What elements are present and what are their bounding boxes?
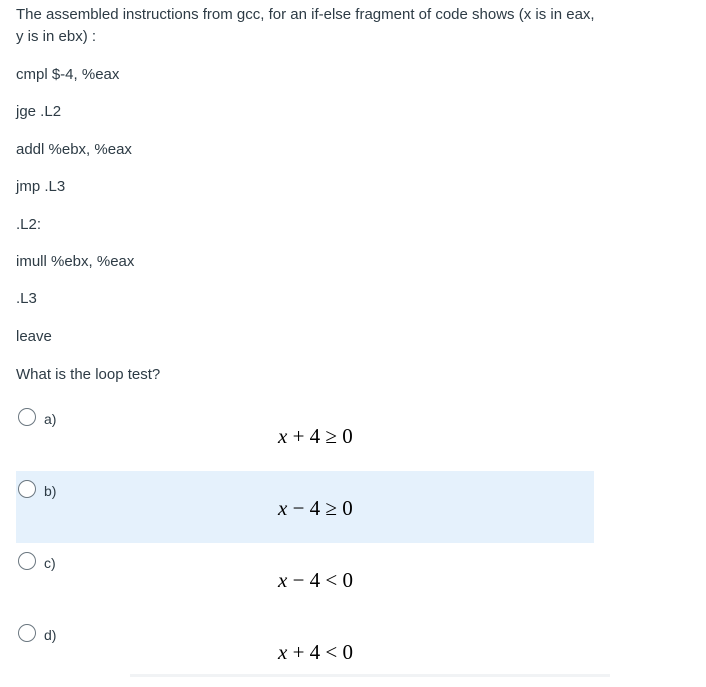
answer-expression-b <box>278 496 353 520</box>
radio-button-c[interactable] <box>18 552 36 570</box>
answer-list <box>16 399 594 687</box>
answer-rhs-c: − 4 < 0 <box>287 568 354 592</box>
code-line-1: cmpl $-4, %eax <box>16 66 120 83</box>
answer-label-a: a) <box>44 411 57 427</box>
answer-option-b[interactable] <box>16 471 594 543</box>
code-line-3: addl %ebx, %eax <box>16 141 132 158</box>
answer-label-b: b) <box>44 483 57 499</box>
code-line-2: jge .L2 <box>16 103 62 120</box>
code-line-7: .L3 <box>16 290 37 307</box>
answer-rhs-d: + 4 < 0 <box>287 640 354 664</box>
code-line-6: imull %ebx, %eax <box>16 253 135 270</box>
answer-variable-a: x <box>278 424 288 448</box>
answer-option-a[interactable] <box>16 399 594 471</box>
code-line-4: jmp .L3 <box>16 178 66 195</box>
answer-option-c[interactable] <box>16 543 594 615</box>
radio-button-a[interactable] <box>18 408 36 426</box>
answer-label-c: c) <box>44 555 56 571</box>
answer-expression-d <box>278 640 353 664</box>
question-intro: The assembled instructions from gcc, for an if-else fragment of code shows (x is in eax, y is in ebx) : <box>16 6 595 45</box>
code-line-5: .L2: <box>16 216 42 233</box>
answer-label-d: d) <box>44 627 57 643</box>
answer-variable-d: x <box>278 640 288 664</box>
question-prompt: What is the loop test? <box>16 366 161 383</box>
answer-variable-b: x <box>278 496 288 520</box>
answer-expression-a <box>278 424 353 448</box>
answer-rhs-b: − 4 ≥ 0 <box>287 496 353 520</box>
answer-variable-c: x <box>278 568 288 592</box>
answer-rhs-a: + 4 ≥ 0 <box>287 424 353 448</box>
radio-button-b[interactable] <box>18 480 36 498</box>
answer-expression-c <box>278 568 353 592</box>
radio-button-d[interactable] <box>18 624 36 642</box>
code-line-8: leave <box>16 328 52 345</box>
